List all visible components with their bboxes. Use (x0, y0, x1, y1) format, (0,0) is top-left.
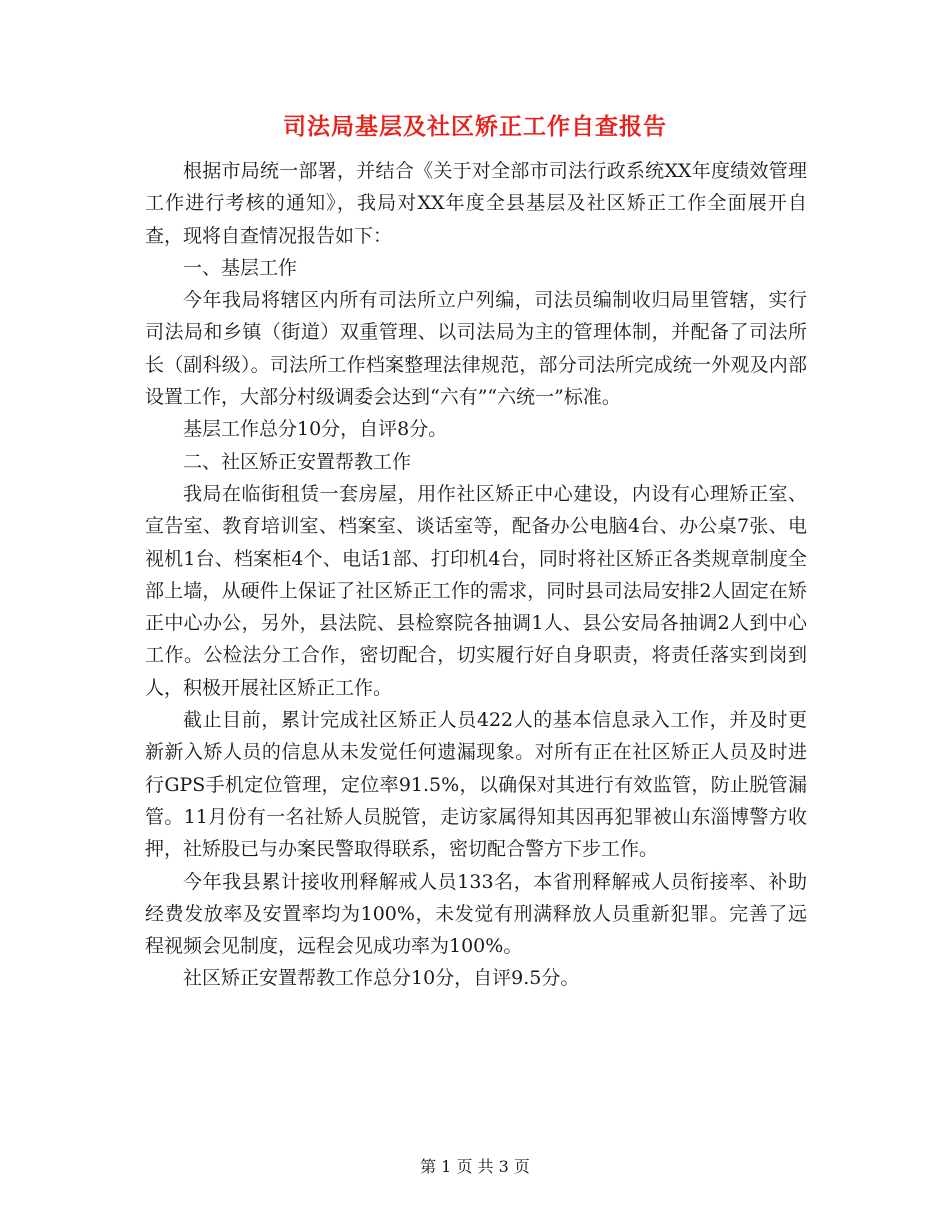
paragraph-correction-center: 我局在临街租赁一套房屋，用作社区矫正中心建设，内设有心理矫正室、宣告室、教育培训室、档案室、谈话室等，配备办公电脑4台、办公桌7张、电视机1台、档案柜4个、电话1部、打印机4台，同时将社区矫正各类规章制度全部上墙，从硬件上保证了社区矫正工作的需求，同时县司法局安排2人固定在矫正中心办公，另外，县法院、县检察院各抽调1人、县公安局各抽调2人到中心工作。公检法分工合作，密切配合，切实履行好自身职责，将责任落实到岗到人，积极开展社区矫正工作。 (145, 482, 807, 699)
paragraph-intro: 根据市局统一部署，并结合《关于对全部市司法行政系统XX年度绩效管理工作进行考核的通知》，我局对XX年度全县基层及社区矫正工作全面展开自查，现将自查情况报告如下： (145, 160, 807, 247)
paragraph-grassroots-score: 基层工作总分10分，自评8分。 (183, 418, 448, 441)
document-body (145, 155, 807, 995)
paragraph-correction-score: 社区矫正安置帮教工作总分10分，自评9.5分。 (183, 967, 580, 990)
paragraph-correction-records: 截止目前，累计完成社区矫正人员422人的基本信息录入工作，并及时更新新入矫人员的信息从未发觉任何遗漏现象。对所有正在社区矫正人员及时进行GPS手机定位管理，定位率91.5%，以确保对其进行有效监管，防止脱管漏管。11月份有一名社矫人员脱管，走访家属得知其因再犯罪被山东淄博警方收押，社矫股已与办案民警取得联系，密切配合警方下步工作。 (145, 709, 807, 861)
document-title: 司法局基层及社区矫正工作自查报告 (283, 113, 667, 140)
heading-grassroots-work: 一、基层工作 (183, 256, 298, 279)
heading-community-correction: 二、社区矫正安置帮教工作 (183, 450, 412, 473)
paragraph-grassroots-work: 今年我局将辖区内所有司法所立户列编，司法员编制收归局里管辖，实行司法局和乡镇（街道）双重管理、以司法局为主的管理体制，并配备了司法所长（副科级）。司法所工作档案整理法律规范，部分司法所完成统一外观及内部设置工作，大部分村级调委会达到“六有”“六统一”标准。 (145, 289, 807, 409)
paragraph-released-persons: 今年我县累计接收刑释解戒人员133名，本省刑释解戒人员衔接率、补助经费发放率及安置率均为100%，未发觉有刑满释放人员重新犯罪。完善了远程视频会见制度，远程会见成功率为100%。 (145, 870, 807, 958)
page-footer: 第 1 页 共 3 页 (420, 1157, 530, 1176)
